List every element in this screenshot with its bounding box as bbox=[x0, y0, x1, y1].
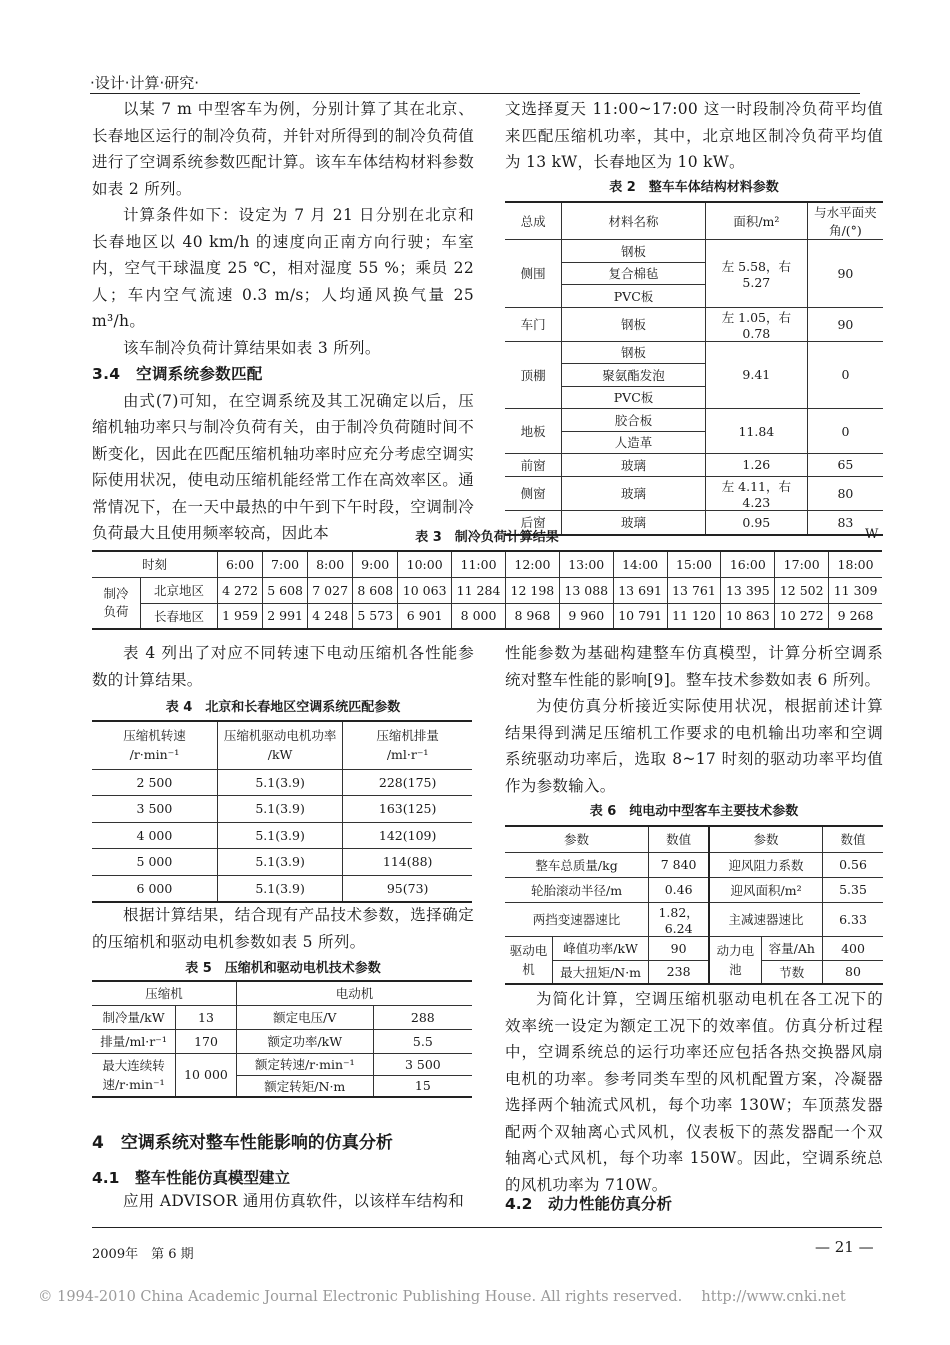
table-row bbox=[92, 769, 472, 796]
table5-motor-value-cell: 3 500 bbox=[373, 1053, 472, 1075]
table4-value-cell: 3 500 bbox=[92, 796, 217, 823]
paragraph: 计算条件如下：设定为 7 月 21 日分别在北京和长春地区以 40 km/h 的速度向正南方向行驶；车室内，空气干球温度 25 ℃，相对湿度 55 %；乘员 22 人；车内空气流速 0.3 m/s；人均通风换气量 25 m³/h。 bbox=[92, 206, 474, 330]
table6-param-cell: 两挡变速器速比 bbox=[505, 902, 649, 936]
table-row bbox=[505, 826, 883, 852]
table-row bbox=[505, 202, 883, 240]
table3-time-cell: 8:00 bbox=[308, 551, 353, 577]
table5-motor-value-cell: 15 bbox=[373, 1075, 472, 1097]
table2-material-cell: 钢板 bbox=[562, 341, 706, 364]
table3-value-cell: 5 608 bbox=[263, 577, 308, 603]
table2 bbox=[505, 201, 883, 536]
table3-caption: 表 3 制冷负荷计算结果 bbox=[415, 530, 559, 545]
table5-param-cell: 最大连续转速/r·min⁻¹ bbox=[92, 1053, 176, 1097]
table3-value-cell: 8 000 bbox=[452, 603, 506, 629]
table6-battery-group: 动力电池 bbox=[709, 936, 761, 984]
table6-motor-group: 驱动电机 bbox=[505, 936, 553, 984]
table3-value-cell: 5 573 bbox=[353, 603, 398, 629]
section-heading-4-2: 4.2 动力性能仿真分析 bbox=[505, 1195, 672, 1213]
table3-time-cell: 15:00 bbox=[667, 551, 721, 577]
table2-material-cell: 复合棉毡 bbox=[562, 262, 706, 285]
table3-region-cell: 长春地区 bbox=[141, 603, 218, 629]
table5-motor-param-cell: 额定转矩/N·m bbox=[236, 1075, 373, 1097]
table2-material-cell: 胶合板 bbox=[562, 409, 706, 432]
section-heading-3-4: 3.4 空调系统参数匹配 bbox=[92, 365, 263, 383]
table-row bbox=[505, 902, 883, 936]
table-row bbox=[505, 307, 883, 341]
issue-label: 2009年 第 6 期 bbox=[92, 1247, 194, 1262]
table3-region-cell: 北京地区 bbox=[141, 577, 218, 603]
table4-value-cell: 228(175) bbox=[343, 769, 472, 796]
table-row bbox=[505, 240, 883, 263]
section-heading-4-1: 4.1 整车性能仿真模型建立 bbox=[92, 1169, 290, 1187]
table6-param-cell: 迎风面积/m² bbox=[709, 877, 822, 902]
table-row bbox=[92, 875, 472, 902]
table3-row-group: 制冷负荷 bbox=[92, 577, 141, 629]
table3-value-cell: 2 991 bbox=[263, 603, 308, 629]
table2-assembly-cell: 地板 bbox=[505, 409, 562, 454]
table3-value-cell: 10 863 bbox=[721, 603, 775, 629]
table2-angle-cell: 65 bbox=[807, 454, 883, 477]
table4-value-cell: 142(109) bbox=[343, 822, 472, 849]
table-row bbox=[505, 936, 883, 960]
table-row bbox=[505, 409, 883, 432]
table4-caption: 表 4 北京和长春地区空调系统匹配参数 bbox=[165, 700, 401, 715]
table5-motor-value-cell: 5.5 bbox=[373, 1029, 472, 1053]
table-row bbox=[92, 1029, 472, 1053]
table-row bbox=[505, 960, 883, 984]
table4-header-line: 压缩机排量 bbox=[376, 728, 439, 744]
table3-value-cell: 1 959 bbox=[218, 603, 263, 629]
table6-header-cell: 数值 bbox=[822, 826, 883, 852]
table2-material-cell: 钢板 bbox=[562, 307, 706, 341]
right-column-top bbox=[505, 96, 883, 176]
table4-value-cell: 4 000 bbox=[92, 822, 217, 849]
table4-value-cell: 114(88) bbox=[343, 849, 472, 876]
table3-time-cell: 16:00 bbox=[721, 551, 775, 577]
table3-time-cell: 13:00 bbox=[559, 551, 613, 577]
table5-motor-value-cell: 288 bbox=[373, 1005, 472, 1029]
table6-header-cell: 参数 bbox=[709, 826, 822, 852]
table-row bbox=[505, 341, 883, 364]
table3-time-cell: 11:00 bbox=[452, 551, 506, 577]
table3-time-cell: 6:00 bbox=[218, 551, 263, 577]
table-row bbox=[92, 1053, 472, 1075]
footer-rule bbox=[92, 1227, 882, 1228]
left-column-mid bbox=[92, 640, 474, 693]
table3-value-cell: 4 272 bbox=[218, 577, 263, 603]
paragraph: 该车制冷负荷计算结果如表 3 所列。 bbox=[123, 338, 381, 357]
table6-value-cell: 6.33 bbox=[822, 902, 883, 936]
table5-param-cell: 排量/ml·r⁻¹ bbox=[92, 1029, 176, 1053]
paragraph: 根据计算结果，结合现有产品技术参数，选择确定的压缩机和驱动电机参数如表 5 所列。 bbox=[92, 906, 474, 951]
table-row bbox=[505, 476, 883, 510]
table3-value-cell: 11 120 bbox=[667, 603, 721, 629]
page-number: — 21 — bbox=[815, 1238, 874, 1256]
table2-header-cell: 面积/m² bbox=[705, 202, 807, 240]
paragraph: 应用 ADVISOR 通用仿真软件，以该样车结构和 bbox=[123, 1192, 465, 1210]
table2-area-cell: 左 5.58，右 5.27 bbox=[705, 240, 807, 308]
paragraph: 文选择夏天 11:00~17:00 这一时段制冷负荷平均值来匹配压缩机功率，其中，北京地区制冷负荷平均值为 13 kW，长春地区为 10 kW。 bbox=[505, 100, 883, 171]
table2-area-cell: 11.84 bbox=[705, 409, 807, 454]
table6-param-cell: 主减速器速比 bbox=[709, 902, 822, 936]
table5-compressor-header: 压缩机 bbox=[92, 981, 236, 1005]
table2-area-cell: 1.26 bbox=[705, 454, 807, 477]
table6-param-cell: 轮胎滚动半径/m bbox=[505, 877, 649, 902]
table3-value-cell: 8 968 bbox=[505, 603, 559, 629]
table6-value-cell: 90 bbox=[649, 936, 709, 960]
paragraph: 表 4 列出了对应不同转速下电动压缩机各性能参数的计算结果。 bbox=[92, 644, 474, 689]
table4-value-cell: 2 500 bbox=[92, 769, 217, 796]
table2-material-cell: 玻璃 bbox=[562, 476, 706, 510]
table4-value-cell: 5.1(3.9) bbox=[217, 849, 342, 876]
table5-value-cell: 13 bbox=[176, 1005, 237, 1029]
table3-value-cell: 10 272 bbox=[775, 603, 829, 629]
table3-value-cell: 8 608 bbox=[353, 577, 398, 603]
table2-assembly-cell: 侧围 bbox=[505, 240, 562, 308]
table6-value-cell: 80 bbox=[822, 960, 883, 984]
table6-value-cell: 1.82，6.24 bbox=[649, 902, 709, 936]
table5-param-cell: 制冷量/kW bbox=[92, 1005, 176, 1029]
table6-caption: 表 6 纯电动中型客车主要技术参数 bbox=[589, 804, 799, 819]
table4-value-cell: 5 000 bbox=[92, 849, 217, 876]
table2-header-cell: 材料名称 bbox=[562, 202, 706, 240]
table3-value-cell: 9 960 bbox=[559, 603, 613, 629]
table3-value-cell: 7 027 bbox=[308, 577, 353, 603]
table5-motor-param-cell: 额定电压/V bbox=[236, 1005, 373, 1029]
table6-param-cell: 峰值功率/kW bbox=[553, 936, 649, 960]
paragraph: 以某 7 m 中型客车为例，分别计算了其在北京、长春地区运行的制冷负荷，并针对所得到的制冷负荷值进行了空调系统参数匹配计算。该车车体结构材料参数如表 2 所列。 bbox=[92, 100, 474, 198]
table-row bbox=[92, 721, 472, 769]
table4 bbox=[92, 720, 472, 903]
table6 bbox=[505, 825, 883, 985]
table2-angle-cell: 90 bbox=[807, 240, 883, 308]
table3-time-header: 时刻 bbox=[92, 551, 218, 577]
table5-motor-param-cell: 额定转速/r·min⁻¹ bbox=[236, 1053, 373, 1075]
table6-header-cell: 参数 bbox=[505, 826, 649, 852]
table2-area-cell: 9.41 bbox=[705, 341, 807, 409]
table4-value-cell: 5.1(3.9) bbox=[217, 822, 342, 849]
table3-value-cell: 13 691 bbox=[613, 577, 667, 603]
table2-area-cell: 左 1.05，右 0.78 bbox=[705, 307, 807, 341]
table-row bbox=[92, 981, 472, 1005]
table2-material-cell: 人造革 bbox=[562, 431, 706, 454]
table2-assembly-cell: 后窗 bbox=[505, 510, 562, 535]
table2-area-cell: 0.95 bbox=[705, 510, 807, 535]
left-column-top bbox=[92, 96, 474, 547]
table6-value-cell: 400 bbox=[822, 936, 883, 960]
table-row bbox=[92, 796, 472, 823]
table6-value-cell: 238 bbox=[649, 960, 709, 984]
table-row bbox=[505, 454, 883, 477]
table2-header-cell: 与水平面夹角/(°) bbox=[807, 202, 883, 240]
table3-unit: W bbox=[865, 527, 879, 542]
table6-value-cell: 0.46 bbox=[649, 877, 709, 902]
table6-value-cell: 7 840 bbox=[649, 852, 709, 877]
table5-caption: 表 5 压缩机和驱动电机技术参数 bbox=[185, 961, 381, 976]
table3-time-cell: 7:00 bbox=[263, 551, 308, 577]
table2-assembly-cell: 侧窗 bbox=[505, 476, 562, 510]
table4-header-line: /r·min⁻¹ bbox=[129, 747, 180, 763]
table2-assembly-cell: 车门 bbox=[505, 307, 562, 341]
table4-value-cell: 95(73) bbox=[343, 875, 472, 902]
table3-value-cell: 13 088 bbox=[559, 577, 613, 603]
table3-time-cell: 12:00 bbox=[505, 551, 559, 577]
table6-param-cell: 节数 bbox=[761, 960, 822, 984]
section-tag: ·设计·计算·研究· bbox=[90, 74, 200, 92]
table4-value-cell: 5.1(3.9) bbox=[217, 769, 342, 796]
table4-value-cell: 163(125) bbox=[343, 796, 472, 823]
table2-material-cell: 钢板 bbox=[562, 240, 706, 263]
table2-material-cell: 聚氨酯发泡 bbox=[562, 364, 706, 387]
left-column-mid2 bbox=[92, 902, 474, 955]
header-rule bbox=[90, 93, 860, 94]
table6-header-cell: 数值 bbox=[649, 826, 709, 852]
table3-value-cell: 6 901 bbox=[398, 603, 452, 629]
table-row bbox=[92, 577, 882, 603]
table6-param-cell: 最大扭矩/N·m bbox=[553, 960, 649, 984]
table3-time-cell: 9:00 bbox=[353, 551, 398, 577]
table3-value-cell: 13 395 bbox=[721, 577, 775, 603]
table3 bbox=[92, 550, 882, 630]
table4-value-cell: 5.1(3.9) bbox=[217, 796, 342, 823]
paragraph: 由式(7)可知，在空调系统及其工况确定以后，压缩机轴功率只与制冷负荷有关，由于制冷负荷随时间不断变化，因此在匹配压缩机轴功率时应充分考虑空调实际使用状况，使电动压缩机能经常工作在高效率区。通常情况下，在一天中最热的中午到下午时段，空调制冷负荷最大且使用频率较高，因此本 bbox=[92, 391, 474, 542]
table-row bbox=[92, 551, 882, 577]
copyright-notice: © 1994-2010 China Academic Journal Electronic Publishing House. All rights reserved. http://www.cnki.net bbox=[38, 1289, 846, 1305]
table3-value-cell: 10 063 bbox=[398, 577, 452, 603]
table6-param-cell: 迎风阻力系数 bbox=[709, 852, 822, 877]
table2-assembly-cell: 前窗 bbox=[505, 454, 562, 477]
table3-value-cell: 11 309 bbox=[829, 577, 882, 603]
table2-material-cell: PVC板 bbox=[562, 285, 706, 308]
table2-assembly-cell: 顶棚 bbox=[505, 341, 562, 409]
table6-value-cell: 0.56 bbox=[822, 852, 883, 877]
right-column-bottom bbox=[505, 986, 883, 1198]
table-row bbox=[92, 822, 472, 849]
table4-header-line: 压缩机驱动电机功率 bbox=[223, 728, 337, 744]
table6-value-cell: 5.35 bbox=[822, 877, 883, 902]
table2-angle-cell: 83 bbox=[807, 510, 883, 535]
table3-value-cell: 12 198 bbox=[505, 577, 559, 603]
paragraph: 性能参数为基础构建整车仿真模型，计算分析空调系统对整车性能的影响[9]。整车技术参数如表 6 所列。 bbox=[505, 644, 883, 689]
table3-value-cell: 13 761 bbox=[667, 577, 721, 603]
table-row bbox=[505, 877, 883, 902]
table3-time-cell: 10:00 bbox=[398, 551, 452, 577]
left-column-bottom bbox=[92, 1188, 474, 1215]
table4-header-cell bbox=[343, 721, 472, 769]
table3-time-cell: 18:00 bbox=[829, 551, 882, 577]
table2-caption: 表 2 整车车体结构材料参数 bbox=[609, 180, 779, 195]
table4-value-cell: 5.1(3.9) bbox=[217, 875, 342, 902]
table4-header-line: /kW bbox=[267, 747, 293, 763]
table3-value-cell: 9 268 bbox=[829, 603, 882, 629]
table2-material-cell: PVC板 bbox=[562, 386, 706, 409]
table2-material-cell: 玻璃 bbox=[562, 454, 706, 477]
table2-angle-cell: 80 bbox=[807, 476, 883, 510]
table-row bbox=[92, 849, 472, 876]
table5 bbox=[92, 980, 472, 1098]
table-row bbox=[505, 852, 883, 877]
table5-value-cell: 170 bbox=[176, 1029, 237, 1053]
table5-motor-param-cell: 额定功率/kW bbox=[236, 1029, 373, 1053]
paragraph: 为简化计算，空调压缩机驱动电机在各工况下的效率统一设定为额定工况下的效率值。仿真分析过程中，空调系统总的运行功率还应包括各热交换器风扇电机的功率。参考同类车型的风机配置方案，冷凝器选择两个轴流式风机，每个功率 130W；车顶蒸发器配两个双轴离心式风机，仪表板下的蒸发器配一个双轴离心式风机，每个功率 150W。因此，空调系统总的风机功率为 710W。 bbox=[505, 990, 883, 1194]
table2-angle-cell: 90 bbox=[807, 307, 883, 341]
table4-header-cell bbox=[217, 721, 342, 769]
table2-header-cell: 总成 bbox=[505, 202, 562, 240]
table5-value-cell: 10 000 bbox=[176, 1053, 237, 1097]
section-heading-4: 4 空调系统对整车性能影响的仿真分析 bbox=[92, 1133, 393, 1153]
table5-motor-header: 电动机 bbox=[236, 981, 472, 1005]
table2-angle-cell: 0 bbox=[807, 409, 883, 454]
table4-value-cell: 6 000 bbox=[92, 875, 217, 902]
table3-value-cell: 4 248 bbox=[308, 603, 353, 629]
right-column-mid bbox=[505, 640, 883, 799]
table6-param-cell: 容量/Ah bbox=[761, 936, 822, 960]
table3-time-cell: 17:00 bbox=[775, 551, 829, 577]
table6-param-cell: 整车总质量/kg bbox=[505, 852, 649, 877]
table2-angle-cell: 0 bbox=[807, 341, 883, 409]
table3-time-cell: 14:00 bbox=[613, 551, 667, 577]
table4-header-line: /ml·r⁻¹ bbox=[386, 747, 429, 763]
table4-header-cell bbox=[92, 721, 217, 769]
table3-value-cell: 12 502 bbox=[775, 577, 829, 603]
table3-value-cell: 11 284 bbox=[452, 577, 506, 603]
table4-header-line: 压缩机转速 bbox=[123, 728, 186, 744]
table2-area-cell: 左 4.11，右 4.23 bbox=[705, 476, 807, 510]
table3-value-cell: 10 791 bbox=[613, 603, 667, 629]
paragraph: 为使仿真分析接近实际使用状况，根据前述计算结果得到满足压缩机工作要求的电机输出功率和空调系统驱动功率后，选取 8~17 时刻的驱动功率平均值作为参数输入。 bbox=[505, 697, 883, 795]
table-row bbox=[92, 1005, 472, 1029]
table-row bbox=[92, 603, 882, 629]
table2-material-cell: 玻璃 bbox=[562, 510, 706, 535]
